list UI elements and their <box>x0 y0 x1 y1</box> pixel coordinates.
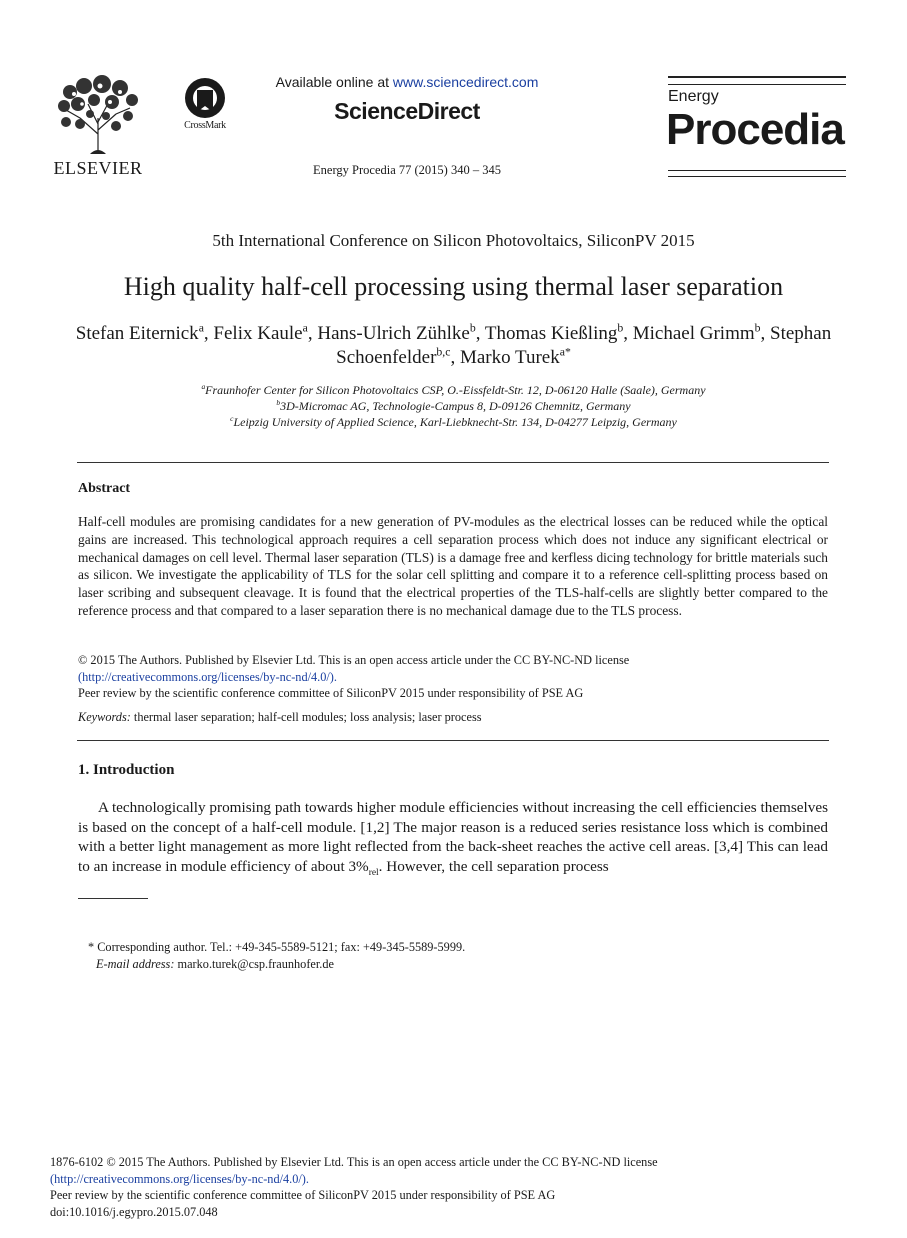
intro-text-part: . However, the cell separation process <box>378 857 609 875</box>
journal-logo-procedia: Procedia <box>666 105 844 154</box>
paper-title: High quality half-cell processing using thermal laser separation <box>123 272 784 301</box>
author-affiliation-mark: b <box>617 321 624 335</box>
crossmark-label: CrossMark <box>184 120 226 131</box>
email-line <box>88 956 688 973</box>
author-affiliation-mark: b <box>754 321 761 335</box>
journal-reference: Energy Procedia 77 (2015) 340 – 345 <box>313 163 501 177</box>
author: Stefan Eiternick <box>75 323 199 344</box>
journal-logo-energy: Energy <box>668 88 719 105</box>
keywords-value: thermal laser separation; half-cell modules; loss analysis; laser process <box>133 710 482 724</box>
affiliation-mark: c <box>230 414 234 423</box>
journal-logo-rule-top <box>668 76 846 85</box>
keywords-label: Keywords: <box>78 710 131 724</box>
email-address[interactable]: marko.turek@csp.fraunhofer.de <box>177 957 334 971</box>
affiliation-mark: b <box>276 398 281 407</box>
section-divider <box>77 462 829 463</box>
availability-line <box>262 74 552 90</box>
affiliation-list <box>60 382 847 430</box>
elsevier-logo[interactable] <box>50 74 146 178</box>
corresponding-author-note: * Corresponding author. Tel.: +49-345-5589-5121; fax: +49-345-5589-5999. <box>88 940 466 954</box>
author-affiliation-mark: a* <box>559 345 571 359</box>
conference-name: 5th International Conference on Silicon Photovoltaics, SiliconPV 2015 <box>212 231 695 250</box>
affiliation <box>60 382 847 398</box>
intro-subscript: rel <box>368 867 379 878</box>
affiliation-text: Fraunhofer Center for Silicon Photovoltaics CSP, O.-Eissfeldt-Str. 12, D-06120 Halle (Saale), Germany <box>205 383 706 397</box>
peer-review-line: Peer review by the scientific conference committee of SiliconPV 2015 under responsibility of PSE AG <box>78 686 584 700</box>
footnote <box>88 939 688 973</box>
author-affiliation-mark: a <box>302 321 308 335</box>
affiliation-text: 3D-Micromac AG, Technologie-Campus 8, D-09126 Chemnitz, Germany <box>280 399 631 413</box>
publisher-name: ELSEVIER <box>53 158 143 178</box>
author-affiliation-mark: b,c <box>436 345 451 359</box>
crossmark-badge[interactable] <box>176 76 234 134</box>
author: Thomas Kießling <box>484 323 618 344</box>
license-block <box>78 652 828 702</box>
affiliation <box>60 414 847 430</box>
bottom-license-note <box>50 1154 810 1220</box>
affiliation <box>60 398 847 414</box>
author: Stephan Schoenfelder <box>336 323 832 368</box>
section-divider <box>77 740 829 741</box>
copyright-line: © 2015 The Authors. Published by Elsevier Ltd. This is an open access article under the CC BY-NC-ND license <box>78 653 630 667</box>
availability-prefix: Available online at <box>275 74 389 90</box>
bottom-peer-review: Peer review by the scientific conference committee of SiliconPV 2015 under responsibility of PSE AG <box>50 1188 556 1202</box>
affiliation-mark: a <box>201 382 206 391</box>
author-list: Stefan Eiternick$^a$, Felix Kaule$^a$, Hans-Ulrich Zühlke$^b$, Thomas Kießling$^b$, Michael Grimm$^b$, Stephan Schoenfelder$^{b,c}$, Marko Turek$^{a*}$ <box>75 321 832 368</box>
sciencedirect-link[interactable]: www.sciencedirect.com <box>392 74 539 90</box>
doi[interactable]: doi:10.1016/j.egypro.2015.07.048 <box>50 1204 218 1219</box>
intro-text-part: A technologically promising path towards higher module efficiencies without increasing the cell efficiencies themselves is based on the concept of a half-cell module. [1,2] The major reason is a reduced series resistance loss which is combined with a better light management as more light reflected from the back-sheet reaches the active cell areas. [3,4] This can lead to an increase in module efficiency of about 3% <box>78 799 828 875</box>
author: Hans-Ulrich Zühlke <box>317 323 470 344</box>
license-link[interactable]: (http://creativecommons.org/licenses/by-nc-nd/4.0/). <box>78 669 337 684</box>
author: Michael Grimm <box>632 323 755 344</box>
author-affiliation-mark: b <box>469 321 476 335</box>
sciencedirect-brand[interactable]: ScienceDirect <box>334 98 480 124</box>
footnote-rule <box>78 898 148 899</box>
bottom-license-link[interactable]: (http://creativecommons.org/licenses/by-nc-nd/4.0/). <box>50 1171 309 1186</box>
affiliation-text: Leipzig University of Applied Science, Karl-Liebknecht-Str. 134, D-04277 Leipzig, Germany <box>233 415 677 429</box>
abstract-heading: Abstract <box>78 481 131 496</box>
author-corresponding[interactable]: Marko Turek <box>459 347 560 368</box>
email-label: E-mail address: <box>96 957 175 971</box>
abstract-body: Half-cell modules are promising candidates for a new generation of PV-modules as the electrical losses can be reduced while the optical gains are increased. This technological approach requires a cell separation process which does not induce any significant electrical or mechanical damages on cell level. Thermal laser separation (TLS) is a damage free and kerfless dicing technology for brittle materials such as silicon. We investigate the applicability of TLS for the solar cell splitting and compare it to a reference cell-splitting process based on laser scribing and subsequent cleavage. It is found that the electrical properties of the TLS-half-cells are slightly better compared to the reference process and that compared to a laser separation there is no mechanical damage due to the TLS process. <box>78 514 828 618</box>
issn-copyright-line: 1876-6102 © 2015 The Authors. Published by Elsevier Ltd. This is an open access article under the CC BY-NC-ND license <box>50 1155 658 1169</box>
section-heading-introduction: 1. Introduction <box>78 762 175 778</box>
keywords-line <box>78 710 828 725</box>
author: Felix Kaule <box>213 323 303 344</box>
author-affiliation-mark: a <box>198 321 204 335</box>
introduction-paragraph <box>78 798 828 876</box>
journal-logo-rule-bottom <box>668 170 846 177</box>
crossmark-icon <box>176 76 234 120</box>
